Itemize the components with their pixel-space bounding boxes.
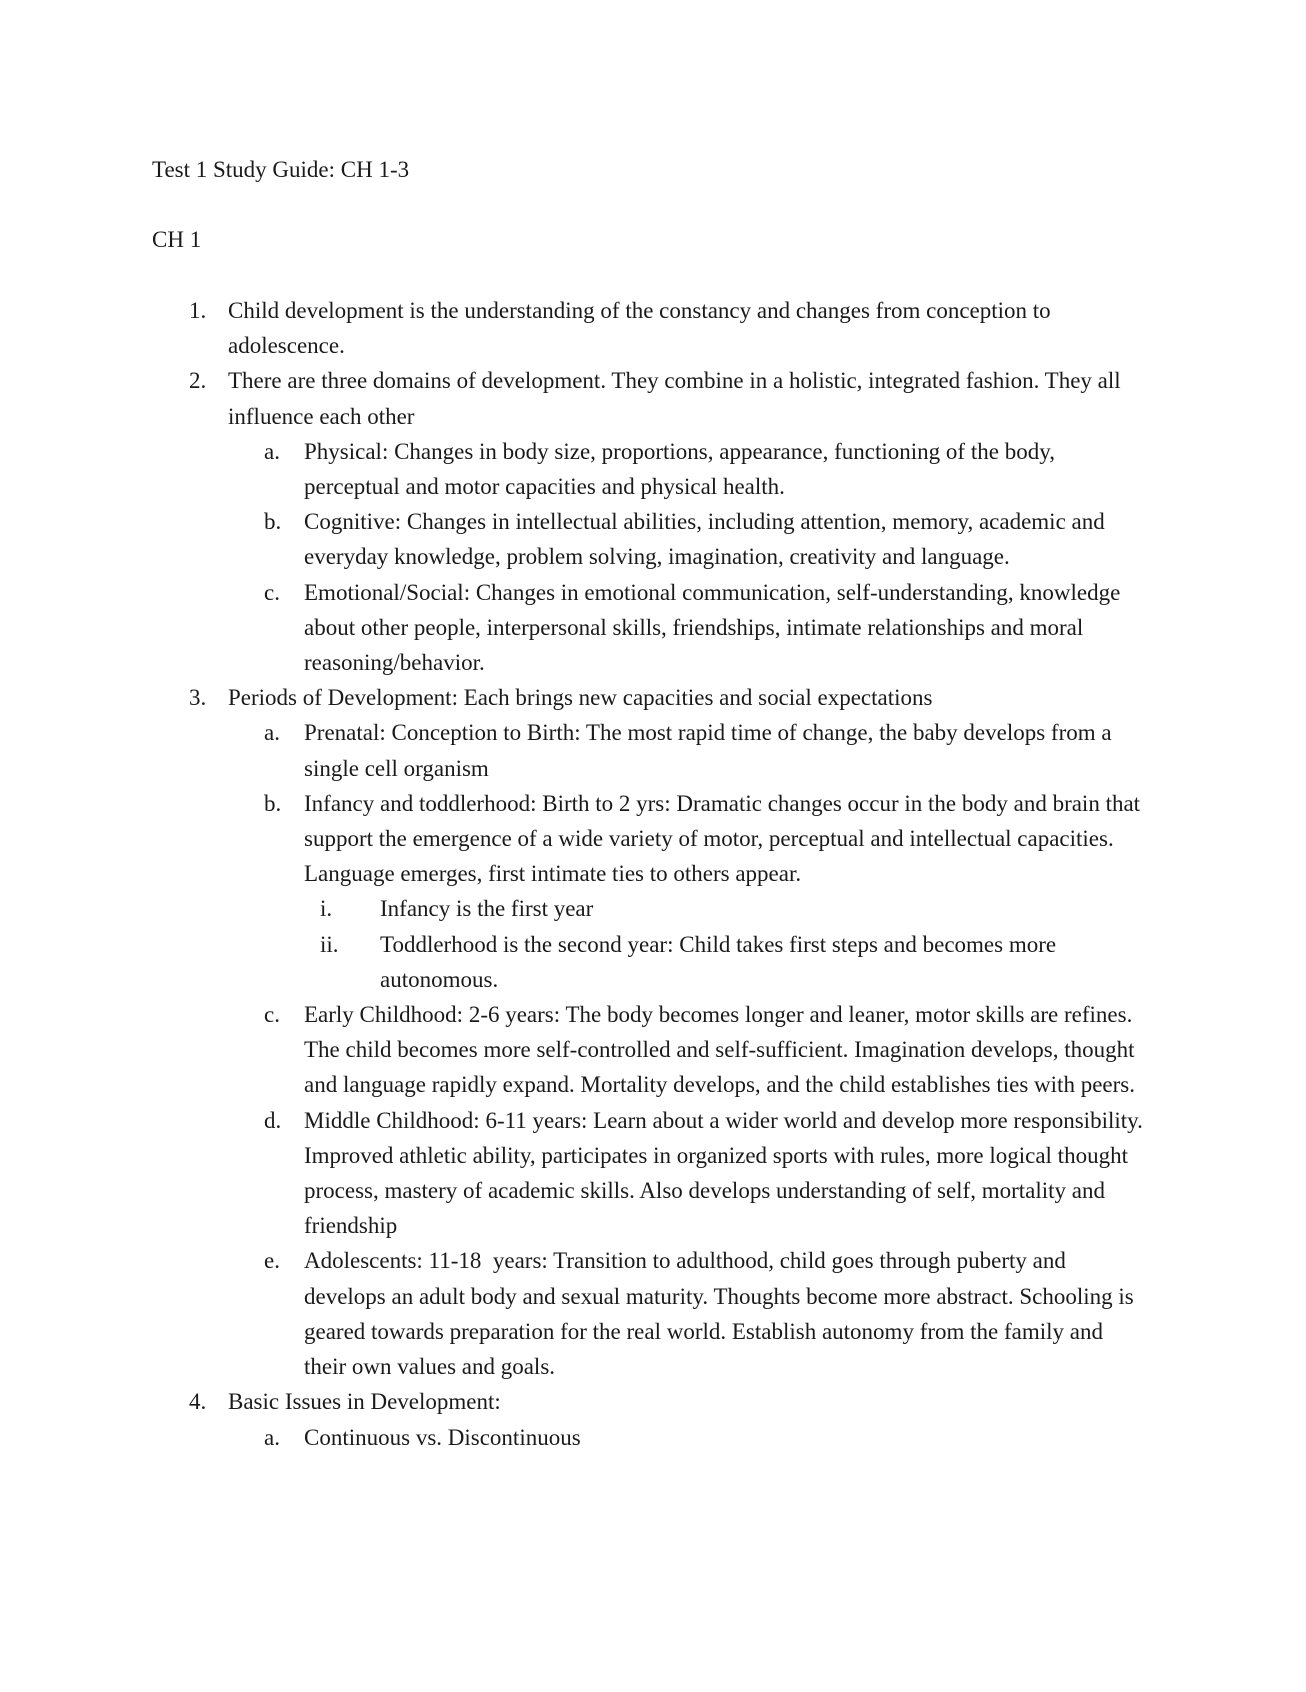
list-marker: e.: [264, 1248, 280, 1274]
list-subitem: [0, 575, 1148, 681]
list-subitem-text: Continuous vs. Discontinuous: [304, 1424, 581, 1450]
list-marker: b.: [264, 509, 282, 535]
list-item: [0, 293, 1148, 363]
list-subitem-text: Early Childhood: 2-6 years: The body becomes longer and leaner, motor skills are refines. The child becomes more self-controlled and self-sufficient. Imagination develops, thought and language rapidly expand. Mortality develops, and the child establishes ties with peers.: [304, 1002, 1135, 1098]
list-subsubitem: [0, 891, 1148, 926]
list-subitem-text: Infancy and toddlerhood: Birth to 2 yrs: Dramatic changes occur in the body and brain that support the emergence of a wide variety of motor, perceptual and intellectual capacities. Language emerges, first intimate ties to others appear.: [304, 790, 1141, 887]
list-marker: 3.: [189, 685, 207, 711]
list-subitem-text: Physical: Changes in body size, proportions, appearance, functioning of the body, perceptual and motor capacities and physical health.: [304, 438, 1055, 500]
list-item-text: Basic Issues in Development:: [228, 1389, 501, 1415]
list-item-text: Periods of Development: Each brings new capacities and social expectations: [228, 685, 933, 711]
list-marker: d.: [264, 1107, 282, 1133]
list-marker: 1.: [189, 298, 207, 323]
list-item: [0, 680, 1148, 715]
list-subsubitem: [0, 927, 1148, 997]
list-subitem-text: Middle Childhood: 6-11 years: Learn about a wider world and develop more responsibility. Improved athletic ability, participates in organized sports with rules, more logical thought process, mastery of academic skills. Also develops understanding of self, mortality and friendship: [304, 1107, 1143, 1239]
list-marker: 4.: [189, 1389, 207, 1415]
list-subitem-text: Prenatal: Conception to Birth: The most rapid time of change, the baby develops from a single cell organism: [304, 720, 1112, 781]
list-marker: 2.: [189, 368, 207, 394]
list-marker: a.: [264, 720, 280, 746]
list-marker: a.: [264, 1424, 280, 1450]
list-marker: a.: [264, 438, 280, 464]
list-subitem-text: Cognitive: Changes in intellectual abilities, including attention, memory, academic and everyday knowledge, problem solving, imagination, creativity and language.: [304, 509, 1105, 570]
list-item-text: Child development is the understanding of the constancy and changes from conception to adolescence.: [228, 298, 1051, 359]
list-item: [0, 363, 1148, 433]
section-heading: CH 1: [152, 227, 202, 252]
list-subitem: [0, 786, 1148, 892]
list-subitem: [0, 997, 1148, 1103]
list-subitem: [0, 1420, 1148, 1455]
list-marker: ii.: [320, 931, 339, 957]
list-item-text: There are three domains of development. They combine in a holistic, integrated fashion. They all influence each other: [228, 368, 1121, 429]
document-title: Test 1 Study Guide: CH 1-3: [152, 157, 410, 182]
list-marker: b.: [264, 790, 282, 816]
list-subitem: [0, 1243, 1148, 1384]
list-marker: c.: [264, 1002, 280, 1028]
list-subitem-text: Adolescents: 11-18 years: Transition to adulthood, child goes through puberty and develops an adult body and sexual maturity. Thoughts become more abstract. Schooling is geared towards preparation for the real world. Establish autonomy from the family and their own values and goals.: [304, 1248, 1140, 1380]
list-subitem-text: Emotional/Social: Changes in emotional communication, self-understanding, knowledge about other people, interpersonal skills, friendships, intimate relationships and moral reasoning/behavior.: [304, 579, 1121, 676]
list-subsubitem-text: Infancy is the first year: [380, 896, 594, 922]
list-subitem: [0, 434, 1148, 504]
list-subitem: [0, 715, 1148, 785]
list-subitem: [0, 1103, 1148, 1244]
list-marker: c.: [264, 579, 280, 605]
list-item: [0, 1384, 1148, 1419]
list-subitem: [0, 504, 1148, 574]
list-subsubitem-text: Toddlerhood is the second year: Child takes first steps and becomes more autonomous.: [380, 931, 1057, 992]
document-body: [0, 293, 1306, 1455]
list-marker: i.: [320, 896, 333, 922]
